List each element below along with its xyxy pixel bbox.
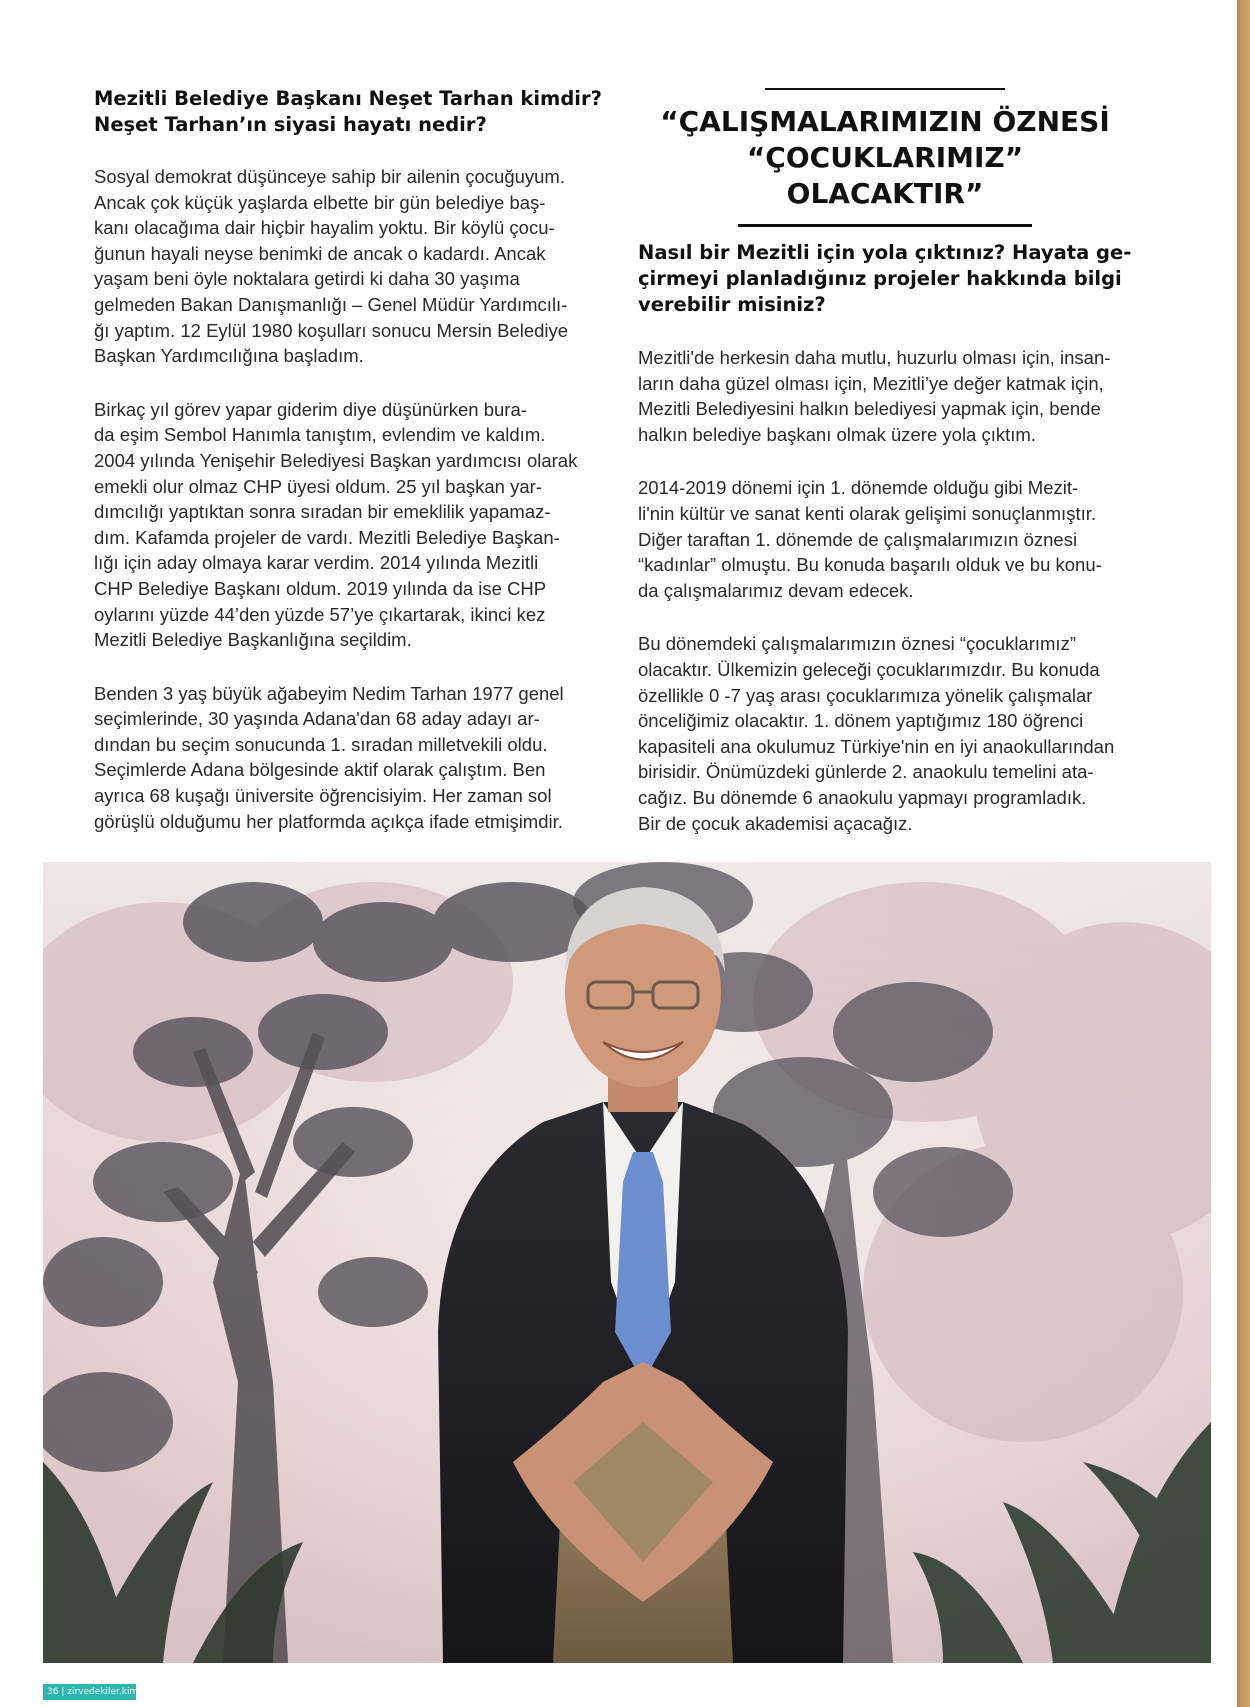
right-column <box>638 345 1168 836</box>
site-name: zirvedekiler.kim <box>67 1687 139 1697</box>
left-question: Mezitli Belediye Başkanı Neşet Tarhan kimdir? Neşet Tarhan’ın siyasi hayatı nedir? <box>94 87 602 136</box>
headline-rule-top <box>765 88 1005 90</box>
right-paragraph-1: Mezitli'de herkesin daha mutlu, huzurlu olması için, insan- ların daha güzel olması için, Mezitli’ye değer katmak için, Mezitli Belediyesini halkın belediyesi yapmak için, bende halkın belediye başkanı olmak üzere yola çıktım. <box>638 347 1111 445</box>
portrait-photo <box>43 862 1211 1663</box>
right-question-block <box>638 240 1158 318</box>
footer-tag <box>43 1684 139 1700</box>
gold-page-edge <box>1237 0 1250 1707</box>
headline: “ÇALIŞMALARIMIZIN ÖZNESİ “ÇOCUKLARIMIZ” OLACAKTIR” <box>660 105 1110 210</box>
right-paragraph-3: Bu dönemdeki çalışmalarımızın öznesi “çocuklarımız” olacaktır. Ülkemizin geleceği çocuklarımızdır. Bu konuda özellikle 0 -7 yaş arası çocuklarımıza yönelik çalışmalar önceliğimiz olacaktır. 1. dönem yaptığımız 180 öğrenci kapasiteli ana okulumuz Türkiye'nin en iyi anaokullarından birisidir. Önümüzdeki günlerde 2. anaokulu temelini ata- cağız. Bu dönemde 6 anaokulu yapmayı programladık. Bir de çocuk akademisi açacağız. <box>638 633 1115 834</box>
headline-block <box>650 88 1120 227</box>
right-question: Nasıl bir Mezitli için yola çıktınız? Hayata ge- çirmeyi planladığınız projeler hakkında bilgi verebilir misiniz? <box>638 241 1132 316</box>
left-column <box>94 86 617 834</box>
left-paragraph-2: Birkaç yıl görev yapar giderim diye düşünürken bura- da eşim Sembol Hanımla tanıştım, evlendim ve kaldım. 2004 yılında Yenişehir Belediyesi Başkan yardımcısı olarak emekli olur olmaz CHP üyesi oldum. 25 yıl başkan yar- dımcılığı yaptıktan sonra sıradan bir emeklilik yapamaz- dım. Kafamda projeler de vardı. Mezitli Belediye Başkan- lığı için aday olmaya karar verdim. 2014 yılında Mezitli CHP Belediye Başkanı oldum. 2019 yılında da ise CHP oylarını yüzde 44’den yüzde 57’ye çıkartarak, ikinci kez Mezitli Belediye Başkanlığına seçildim. <box>94 398 578 651</box>
right-paragraph-2: 2014-2019 dönemi için 1. dönemde olduğu gibi Mezit- li'nin kültür ve sanat kenti olarak gelişimi sonuçlanmıştır. Diğer taraftan 1. dönemde de çalışmalarımızın öznesi “kadınlar” olmuştu. Bu konuda başarılı olduk ve bu konu- da çalışmalarımız devam edecek. <box>638 477 1102 601</box>
page-number: 36 <box>47 1687 59 1697</box>
left-paragraph-1: Sosyal demokrat düşünceye sahip bir ailenin çocuğuyum. Ancak çok küçük yaşlarda elbette bir gün belediye baş- kanı olacağıma dair hiçbir hayalim yoktu. Bir köylü çocu- ğunun hayali neyse benimki de ancak o kadardı. Ancak yaşam beni öyle noktalara getirdi ki daha 30 yaşıma gelmeden Bakan Danışmanlığı – Genel Müdür Yardımcılı- ğı yaptım. 12 Eylül 1980 koşulları sonucu Mersin Belediye Başkan Yardımcılığına başladım. <box>94 166 569 367</box>
headline-rule-bottom <box>738 224 1032 227</box>
left-paragraph-3: Benden 3 yaş büyük ağabeyim Nedim Tarhan 1977 genel seçimlerinde, 30 yaşında Adana'dan 68 aday adayı ar- dından bu seçim sonucunda 1. sıradan milletvekili oldu. Seçimlerde Adana bölgesinde aktif olarak çalıştım. Ben ayrıca 68 kuşağı üniversite öğrencisiyim. Her zaman sol görüşlü olduğumu her platformda açıkça ifade etmişimdir. <box>94 682 564 832</box>
footer-separator: | <box>61 1687 65 1697</box>
